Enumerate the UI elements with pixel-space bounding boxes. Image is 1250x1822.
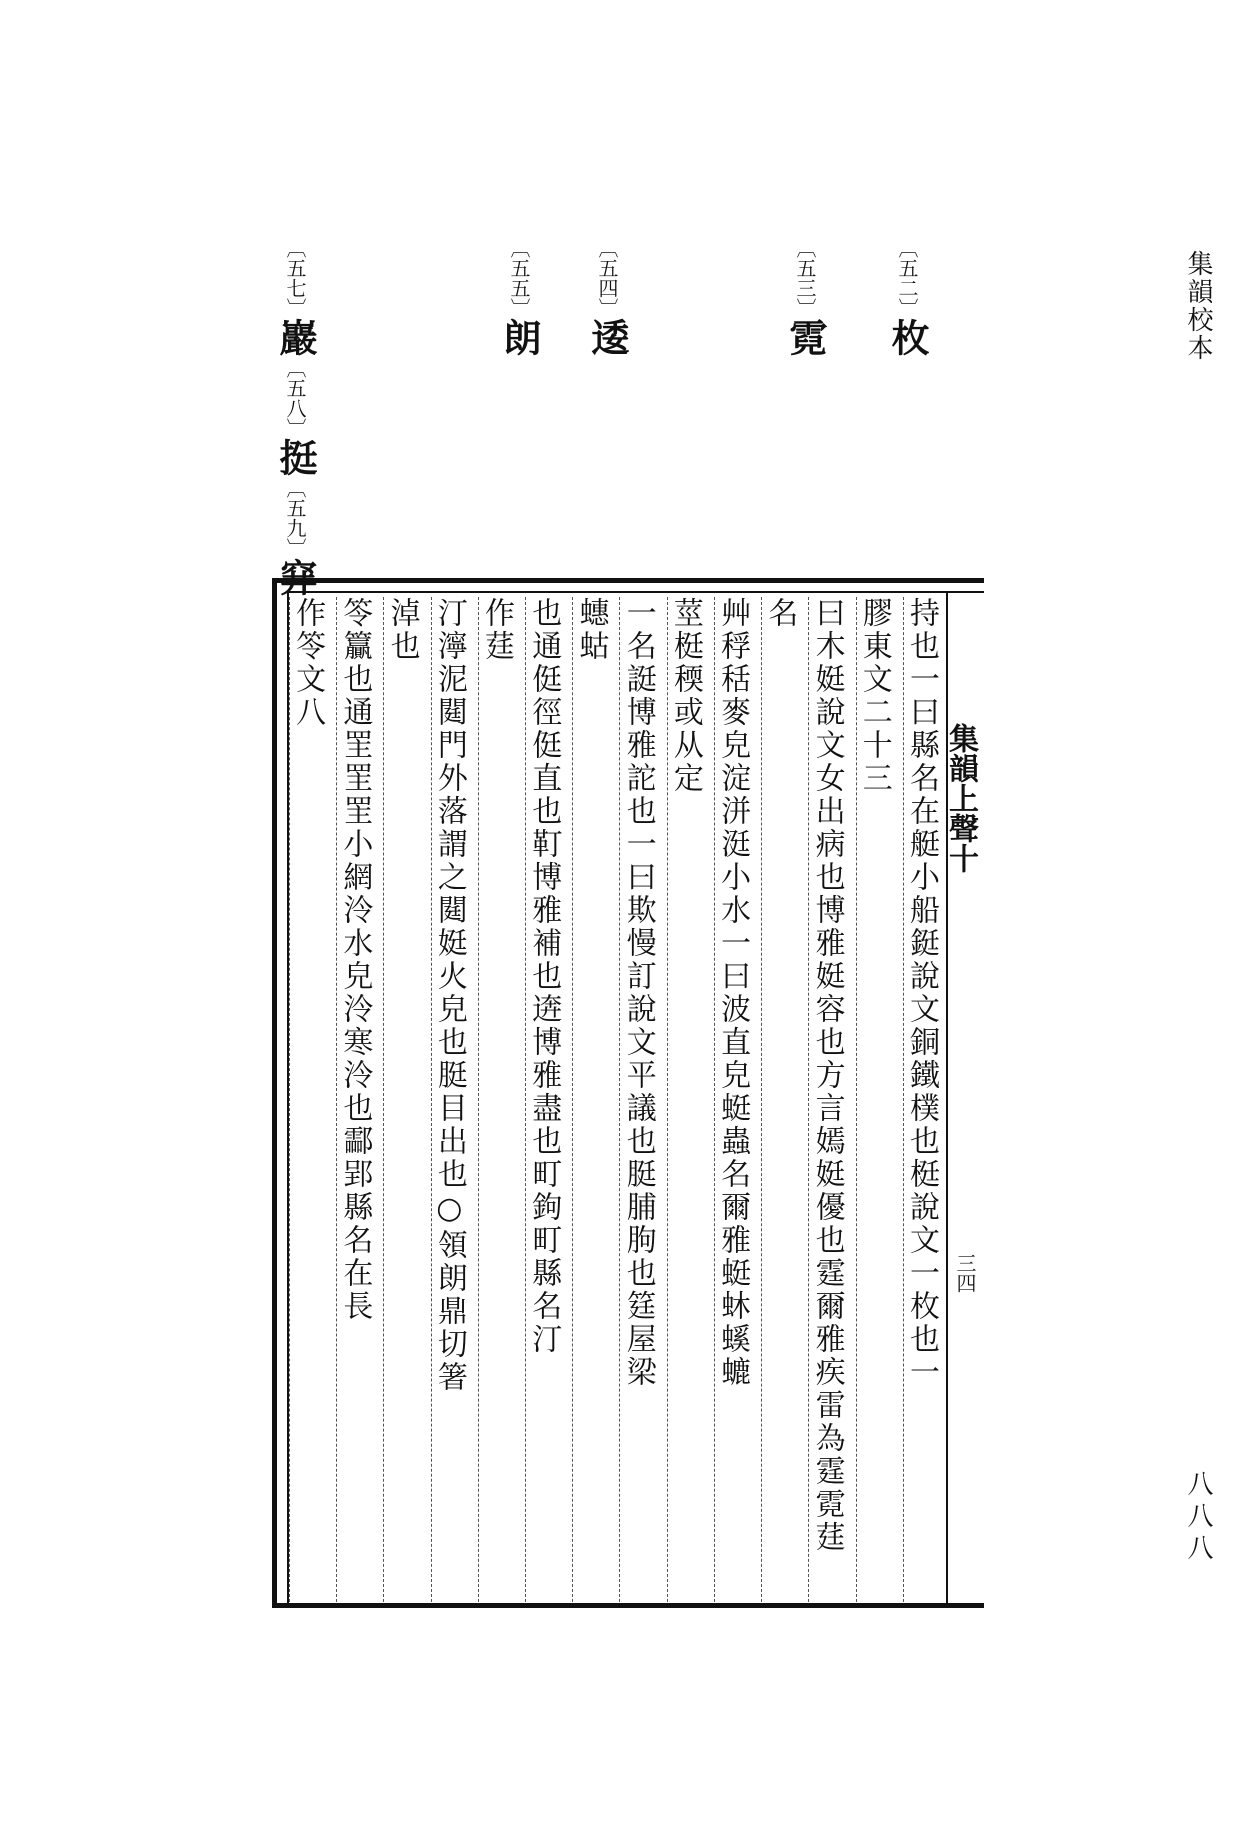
text-column: 艸稃秳麥皃淀洴涏小水一曰波直皃蜓蟲名爾雅蜓蚞螇螰 xyxy=(714,597,755,1602)
collation-note xyxy=(580,238,635,358)
block-frame xyxy=(287,591,984,1603)
collation-note xyxy=(880,238,935,358)
woodblock-page xyxy=(272,578,984,1608)
block-center-strip xyxy=(943,593,984,1603)
note-tag: 〔五九〕 xyxy=(283,478,307,558)
block-title: 集韻上聲十 xyxy=(943,723,978,873)
collation-note xyxy=(492,238,547,358)
note-text: 巖 xyxy=(273,318,318,358)
note-tag: 〔五四〕 xyxy=(595,238,619,318)
text-column: 持也一曰縣名在艇小船鋌說文銅鐵樸也梃說文一枚也一 xyxy=(903,597,944,1602)
text-columns xyxy=(289,597,944,1603)
note-text: 穽 xyxy=(273,558,318,598)
text-column: 蟪蛄 xyxy=(572,597,613,1602)
note-text: 挺 xyxy=(273,438,318,478)
note-text: 逶 xyxy=(585,318,630,358)
text-column: 作笭文八 xyxy=(289,597,330,1602)
note-tag: 〔五八〕 xyxy=(283,358,307,438)
collation-note xyxy=(778,238,833,358)
note-tag: 〔五三〕 xyxy=(793,238,817,318)
text-column: 莖梃稬或从定 xyxy=(667,597,708,1602)
note-tag: 〔五五〕 xyxy=(507,238,531,318)
text-column: 笭籯也通罜罜罜小網泠水皃泠寒泠也酃郢縣名在長 xyxy=(336,597,377,1602)
note-tag: 〔五二〕 xyxy=(895,238,919,318)
text-column: 膠東文二十三 xyxy=(856,597,897,1602)
note-text: 朗 xyxy=(497,318,542,358)
text-column: 一名誔博雅詑也一曰欺慢訂說文平議也脡脯朐也筳屋梁 xyxy=(619,597,660,1602)
text-column: 曰木娗說文女出病也博雅娗容也方言嫣娗優也霆爾雅疾雷為霆霓莛 xyxy=(808,597,849,1602)
note-text: 枚 xyxy=(885,318,930,358)
note-text: 霓 xyxy=(783,318,828,358)
block-leaf-number: 三四 xyxy=(953,1253,977,1293)
collation-note xyxy=(268,238,323,598)
text-column: 汀濘泥閮門外落謂之閮娗火皃也脡目出也○領朗鼎切箸 xyxy=(431,597,472,1602)
page-number: 八八八 xyxy=(1183,1470,1213,1566)
running-head: 集韻校本 xyxy=(1183,250,1213,362)
text-column: 也通侹徑侹直也靪博雅補也逩博雅盡也町鉤町縣名汀 xyxy=(525,597,566,1602)
text-column: 名 xyxy=(761,597,802,1602)
note-tag: 〔五七〕 xyxy=(283,238,307,318)
text-column: 作莛 xyxy=(478,597,519,1602)
text-column: 淖也 xyxy=(383,597,424,1602)
